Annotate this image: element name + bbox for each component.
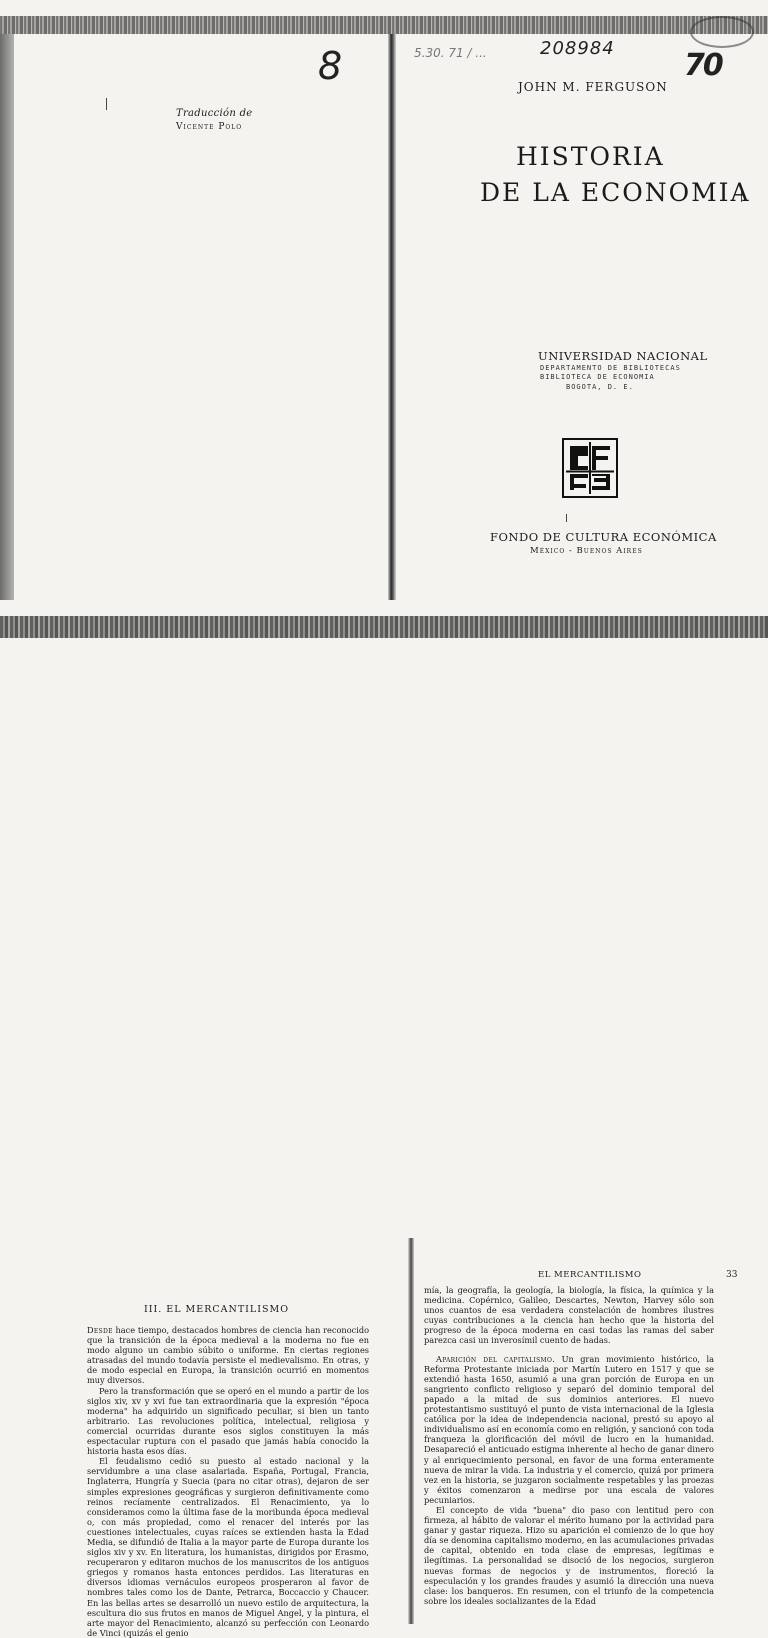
page-number: 33 [726,1270,738,1280]
stamp-mark [690,16,754,48]
text-spread [0,600,768,1638]
paragraph: El concepto de vida "buena" dio paso con lentitud pero con firmeza, al hábito de valorar el mérito humano por la actividad para ganar y gastar riqueza. Hizo su aparición el comienzo de lo que hoy día se denomina capitalismo moderno, en las acumulaciones privadas de capital, obtenido en toda clase de empresas, legítimas e ilegítimas. La personalidad se disoció de los negocios, surgieron nuevas formas de negocios y de instrumentos, floreció la especulación y los grandes fraudes y asumió la dirección una nueva clase: los banqueros. En resumen, con el triunfo de la competencia sobre los ideales socializantes de la Edad [424,1504,714,1606]
paragraph: El feudalismo cedió su puesto al estado nacional y la servidumbre a una clase asalariada. España, Portugal, Francia, Inglaterra, Hungría y Suecia (para no citar otras), dejaron de ser simples expresiones geográficas y surgieron definitivamente como reinos recíamente centralizados. El Renacimiento, ya lo consideramos como la última fase de la moribunda época medieval o, con más propiedad, como el renacer del interés por las cuestiones intelectuales, cuyas raíces se extienden hasta la Edad Media, se difundió de Italia a la mayor parte de Europa durante los siglos xiv y xv. En literatura, los humanistas, dirigidos por Erasmo, recuperaron y editaron muchos de los manuscritos de los antiguos griegos y romanos hasta entonces perdidos. Las literaturas en diversos idiomas vernáculos europeos prosperaron al favor de nombres tales como los de Dante, Petrarca, Boccaccio y Chaucer. En las bellas artes se desarrolló un nuevo estilo de arquitectura, la escultura dio sus frutos en manos de Miguel Angel, y la pintura, el arte mayor del Renacimiento, alcanzó su perfección con Leonardo de Vinci (quizás el genio [87,1456,369,1638]
book-gutter [388,34,396,600]
running-head: EL MERCANTILISMO [538,1270,642,1280]
publisher-logo [562,438,618,498]
handwritten-catalog-number: 208984 [540,38,615,59]
book-title-line2: DE LA ECONOMIA [480,178,751,207]
scan-mark [106,98,107,110]
title-spread [0,0,768,600]
library-stamp-line: BIBLIOTECA DE ECONOMIA [540,373,655,381]
handwritten-scribble: 5.30. 71 / ... [414,46,487,60]
translator-name: Vicente Polo [176,122,243,132]
paragraph: Desde hace tiempo, destacados hombres de ciencia han reconocido que la transición de la época medieval a la moderna no fue en modo alguno un cambio súbito o uniforme. En ciertas regiones atrasadas del mundo todavía persiste el medievalismo. En otras, y de modo especial en Europa, la transición ocurrió en momentos muy diversos. [87,1325,369,1386]
page-edge-shadow [0,34,14,600]
paragraph: Aparición del capitalismo. Un gran movimiento histórico, la Reforma Protestante iniciada por Martín Lutero en 1517 y que se extendió hasta 1650, asumió a una gran porción de Europa en un sangriento conflicto religioso y separó del dominio temporal del papado a la mitad de sus dominios anteriores. El nuevo protestantismo sustituyó el punto de vista internacional de la Iglesia católica por la idea de independencia nacional, prestó su apoyo al individualismo así en economía como en religión, y sancionó con toda franqueza la glorificación del móvil de lucro en la humanidad. Desapareció el anticuado estigma inherente al hecho de ganar dinero y al enriquecimiento personal, en favor de una forma enteramente nueva de mirar la vida. La industria y el comercio, quizá por primera vez en la historia, se juzgaron socialmente respetables y las proezas y éxitos comenzaron a medirse por una escala de valores pecuniarios. [424,1353,714,1505]
publisher-cities: México - Buenos Aires [530,546,643,556]
library-stamp-line: BOGOTA, D. E. [566,383,634,391]
author-name: JOHN M. FERGUSON [518,80,668,94]
paragraph: Pero la transformación que se operó en el mundo a partir de los siglos xiv, xv y xvi fue tan extraordinaria que la expresión "época moderna" ha adquirido un significado peculiar, si bien un tanto arbitrario. Las revoluciones política, intelectual, religiosa y comercial ocurridas durante esos siglos constituyen la más espectacular ruptura con el pasado que jamás había conocido la historia hasta esos días. [87,1385,369,1457]
handwritten-corner-mark: 70 [684,48,722,83]
library-stamp-line: DEPARTAMENTO DE BIBLIOTECAS [540,364,681,372]
paragraph: mía, la geografía, la geología, la biología, la física, la química y la medicina. Copérnico, Galileo, Descartes, Newton, Harvey sólo son unos cuantos de esa verdadera constelación de hombres ilustres cuyas contribuciones a la ciencia han hecho que la historia del progreso de la época moderna en casi todas las ramas del saber parezca casi un inverosímil cuento de hadas. [424,1285,714,1346]
scan-edge-top [0,16,768,34]
scan-mark [566,514,567,522]
translation-label: Traducción de [176,108,253,119]
left-page-text [87,1325,369,1638]
book-gutter [408,1238,414,1624]
right-page-text [424,1285,714,1606]
handwritten-number: 8 [318,44,343,88]
publisher-name: FONDO DE CULTURA ECONÓMICA [490,530,717,544]
library-stamp-university: UNIVERSIDAD NACIONAL [538,349,708,363]
book-title-line1: HISTORIA [516,142,665,171]
chapter-title: III. EL MERCANTILISMO [144,1304,289,1315]
